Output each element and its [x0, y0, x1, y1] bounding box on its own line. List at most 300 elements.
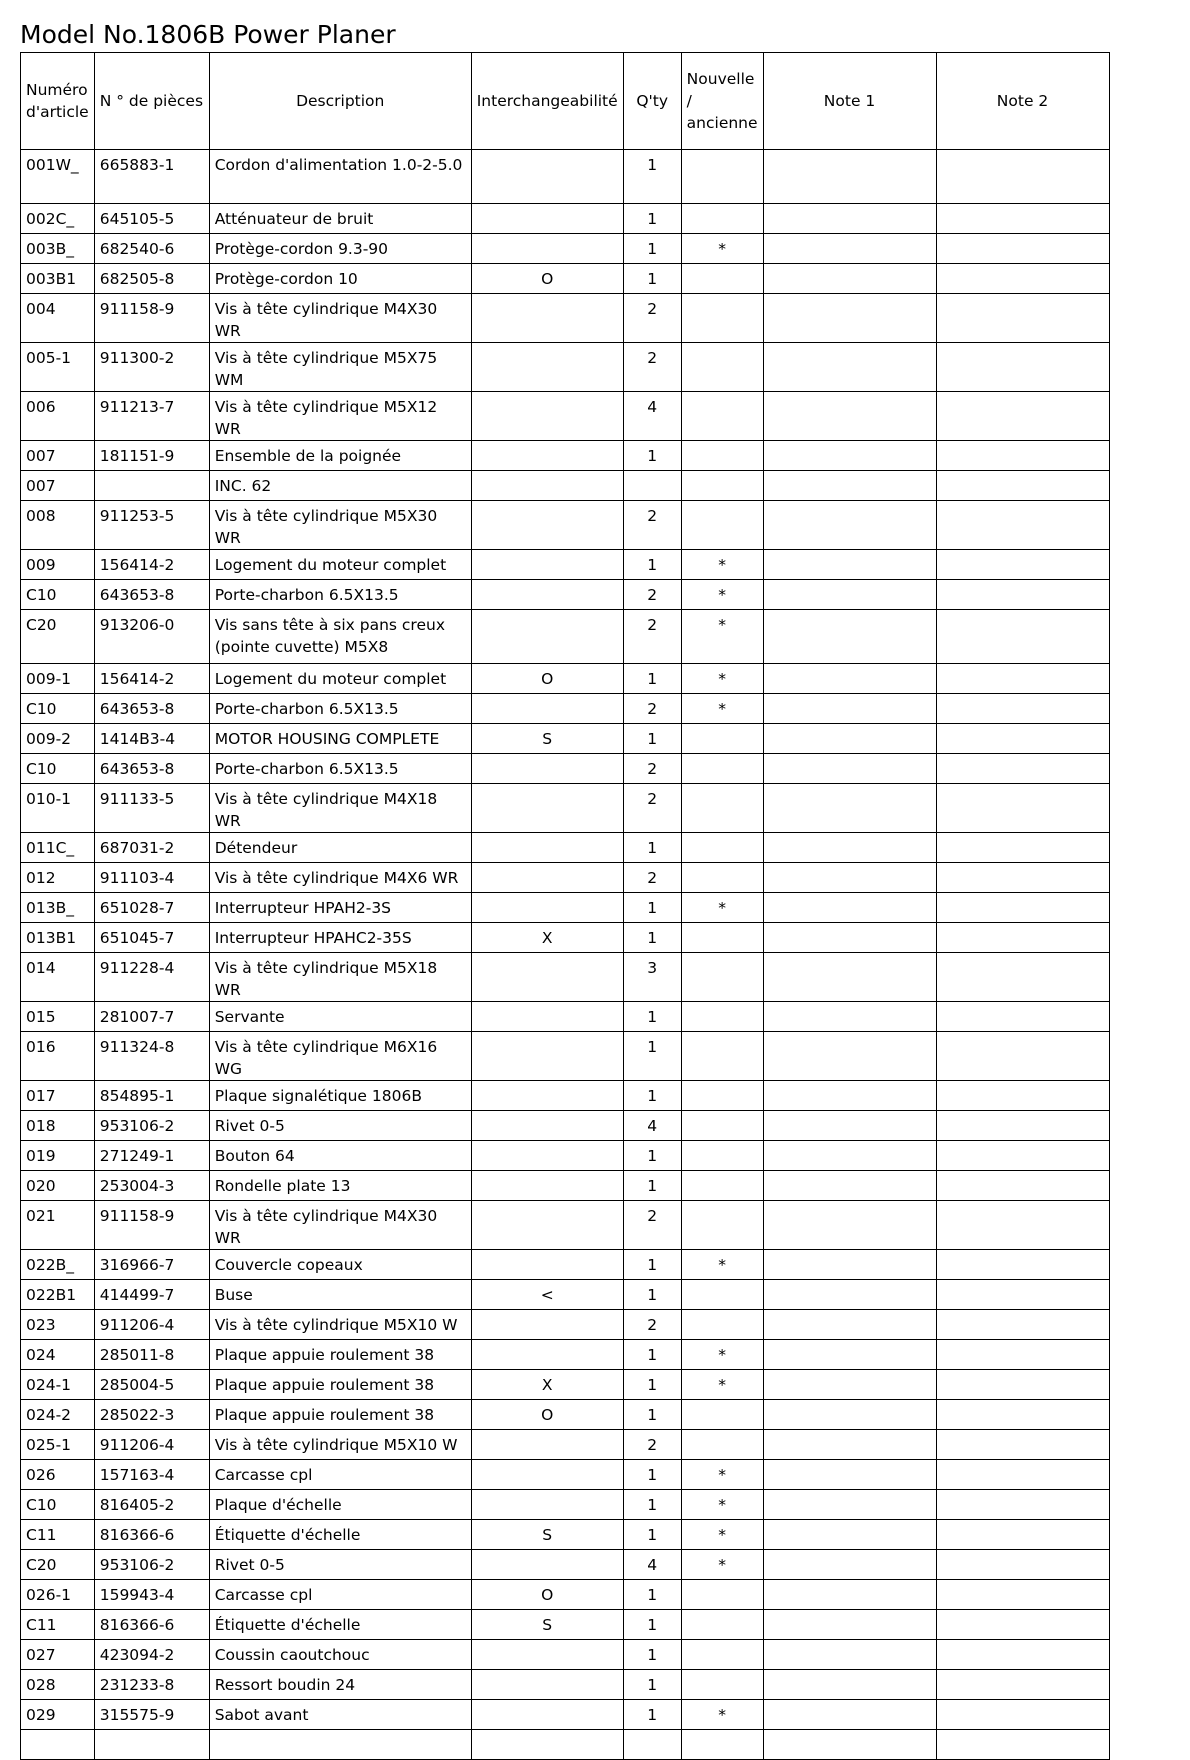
part-number-cell: 1414B3-4 — [94, 724, 209, 754]
new-old-cell — [681, 264, 763, 294]
description-cell: Rondelle plate 13 — [209, 1171, 471, 1201]
new-old-cell: * — [681, 580, 763, 610]
description-cell: Vis à tête cylindrique M5X12 WR — [209, 392, 471, 441]
item-number-cell: C10 — [21, 754, 95, 784]
header-interchangeability: Interchangeabilité — [471, 53, 623, 150]
item-number-cell: 028 — [21, 1670, 95, 1700]
table-row — [21, 1580, 1110, 1610]
item-number-cell: C20 — [21, 1550, 95, 1580]
table-row — [21, 343, 1110, 392]
description-cell: INC. 62 — [209, 471, 471, 501]
new-old-cell — [681, 1580, 763, 1610]
item-number-cell: 009-1 — [21, 664, 95, 694]
description-cell: Vis sans tête à six pans creux (pointe cuvette) M5X8 — [209, 610, 471, 664]
note-2-cell — [936, 1002, 1109, 1032]
new-old-cell: * — [681, 893, 763, 923]
part-number-cell: 414499-7 — [94, 1280, 209, 1310]
table-row — [21, 501, 1110, 550]
note-1-cell — [763, 893, 936, 923]
table-row — [21, 610, 1110, 664]
note-2-cell — [936, 1032, 1109, 1081]
note-2-cell — [936, 1670, 1109, 1700]
part-number-cell: 682505-8 — [94, 264, 209, 294]
part-number-cell: 913206-0 — [94, 610, 209, 664]
note-2-cell — [936, 1081, 1109, 1111]
item-number-cell: 020 — [21, 1171, 95, 1201]
quantity-cell — [623, 1730, 681, 1760]
note-1-cell — [763, 1310, 936, 1340]
interchangeability-cell — [471, 893, 623, 923]
quantity-cell: 2 — [623, 863, 681, 893]
part-number-cell: 682540-6 — [94, 234, 209, 264]
note-1-cell — [763, 610, 936, 664]
new-old-cell — [681, 1670, 763, 1700]
quantity-cell: 2 — [623, 343, 681, 392]
new-old-cell — [681, 1280, 763, 1310]
description-cell: Couvercle copeaux — [209, 1250, 471, 1280]
header-description: Description — [209, 53, 471, 150]
description-cell: Sabot avant — [209, 1700, 471, 1730]
interchangeability-cell — [471, 1670, 623, 1700]
interchangeability-cell: O — [471, 1580, 623, 1610]
part-number-cell: 911103-4 — [94, 863, 209, 893]
new-old-cell — [681, 1610, 763, 1640]
item-number-cell: 009-2 — [21, 724, 95, 754]
interchangeability-cell — [471, 1081, 623, 1111]
interchangeability-cell — [471, 580, 623, 610]
quantity-cell: 1 — [623, 1700, 681, 1730]
part-number-cell: 181151-9 — [94, 441, 209, 471]
note-2-cell — [936, 694, 1109, 724]
quantity-cell — [623, 471, 681, 501]
table-row — [21, 471, 1110, 501]
new-old-cell: * — [681, 610, 763, 664]
interchangeability-cell: X — [471, 923, 623, 953]
note-1-cell — [763, 784, 936, 833]
table-row — [21, 863, 1110, 893]
description-cell: Interrupteur HPAHC2-35S — [209, 923, 471, 953]
table-row — [21, 580, 1110, 610]
description-cell: Servante — [209, 1002, 471, 1032]
new-old-cell — [681, 923, 763, 953]
description-cell: Plaque d'échelle — [209, 1490, 471, 1520]
description-cell: Plaque appuie roulement 38 — [209, 1400, 471, 1430]
note-1-cell — [763, 1400, 936, 1430]
part-number-cell: 911213-7 — [94, 392, 209, 441]
part-number-cell: 911158-9 — [94, 294, 209, 343]
part-number-cell: 156414-2 — [94, 550, 209, 580]
part-number-cell — [94, 1730, 209, 1760]
quantity-cell: 2 — [623, 754, 681, 784]
table-row — [21, 1670, 1110, 1700]
interchangeability-cell — [471, 392, 623, 441]
note-1-cell — [763, 1002, 936, 1032]
interchangeability-cell — [471, 234, 623, 264]
note-2-cell — [936, 1490, 1109, 1520]
note-2-cell — [936, 501, 1109, 550]
description-cell: Plaque appuie roulement 38 — [209, 1370, 471, 1400]
note-2-cell — [936, 204, 1109, 234]
interchangeability-cell — [471, 343, 623, 392]
item-number-cell — [21, 1730, 95, 1760]
interchangeability-cell — [471, 1310, 623, 1340]
new-old-cell: * — [681, 664, 763, 694]
table-row — [21, 1370, 1110, 1400]
description-cell: Vis à tête cylindrique M5X30 WR — [209, 501, 471, 550]
new-old-cell: * — [681, 1550, 763, 1580]
table-row — [21, 392, 1110, 441]
new-old-cell — [681, 441, 763, 471]
note-1-cell — [763, 1370, 936, 1400]
item-number-cell: 008 — [21, 501, 95, 550]
part-number-cell: 911133-5 — [94, 784, 209, 833]
item-number-cell: 027 — [21, 1640, 95, 1670]
note-1-cell — [763, 1250, 936, 1280]
header-item-number: Numéro d'article — [21, 53, 95, 150]
quantity-cell: 1 — [623, 1032, 681, 1081]
note-1-cell — [763, 754, 936, 784]
item-number-cell: 024-1 — [21, 1370, 95, 1400]
quantity-cell: 1 — [623, 204, 681, 234]
note-1-cell — [763, 471, 936, 501]
note-1-cell — [763, 441, 936, 471]
interchangeability-cell — [471, 1002, 623, 1032]
new-old-cell — [681, 1141, 763, 1171]
interchangeability-cell — [471, 1430, 623, 1460]
table-row — [21, 1171, 1110, 1201]
note-1-cell — [763, 1141, 936, 1171]
table-row — [21, 784, 1110, 833]
new-old-cell: * — [681, 550, 763, 580]
description-cell: Atténuateur de bruit — [209, 204, 471, 234]
new-old-cell — [681, 724, 763, 754]
interchangeability-cell: S — [471, 724, 623, 754]
table-row — [21, 694, 1110, 724]
description-cell: Porte-charbon 6.5X13.5 — [209, 580, 471, 610]
note-2-cell — [936, 953, 1109, 1002]
part-number-cell: 156414-2 — [94, 664, 209, 694]
table-row — [21, 1520, 1110, 1550]
part-number-cell: 285022-3 — [94, 1400, 209, 1430]
table-row — [21, 204, 1110, 234]
description-cell: Rivet 0-5 — [209, 1550, 471, 1580]
new-old-cell — [681, 833, 763, 863]
description-cell: Interrupteur HPAH2-3S — [209, 893, 471, 923]
quantity-cell: 4 — [623, 1550, 681, 1580]
interchangeability-cell — [471, 953, 623, 1002]
new-old-cell — [681, 343, 763, 392]
note-1-cell — [763, 550, 936, 580]
interchangeability-cell — [471, 754, 623, 784]
interchangeability-cell — [471, 863, 623, 893]
new-old-cell — [681, 784, 763, 833]
table-row — [21, 264, 1110, 294]
part-number-cell: 911206-4 — [94, 1310, 209, 1340]
item-number-cell: C20 — [21, 610, 95, 664]
description-cell: Vis à tête cylindrique M4X18 WR — [209, 784, 471, 833]
description-cell: Détendeur — [209, 833, 471, 863]
item-number-cell: C10 — [21, 580, 95, 610]
interchangeability-cell — [471, 1640, 623, 1670]
interchangeability-cell — [471, 1340, 623, 1370]
quantity-cell: 2 — [623, 1201, 681, 1250]
quantity-cell: 2 — [623, 1430, 681, 1460]
table-row — [21, 1700, 1110, 1730]
quantity-cell: 1 — [623, 1002, 681, 1032]
note-1-cell — [763, 1550, 936, 1580]
interchangeability-cell — [471, 150, 623, 204]
interchangeability-cell — [471, 833, 623, 863]
part-number-cell: 285011-8 — [94, 1340, 209, 1370]
interchangeability-cell — [471, 550, 623, 580]
new-old-cell: * — [681, 694, 763, 724]
part-number-cell: 645105-5 — [94, 204, 209, 234]
item-number-cell: 018 — [21, 1111, 95, 1141]
description-cell — [209, 1730, 471, 1760]
new-old-cell — [681, 392, 763, 441]
table-row — [21, 1310, 1110, 1340]
item-number-cell: 022B1 — [21, 1280, 95, 1310]
interchangeability-cell — [471, 1250, 623, 1280]
interchangeability-cell — [471, 1201, 623, 1250]
table-row — [21, 1730, 1110, 1760]
header-part-number: N ° de pièces — [94, 53, 209, 150]
description-cell: Ensemble de la poignée — [209, 441, 471, 471]
new-old-cell: * — [681, 1460, 763, 1490]
quantity-cell: 1 — [623, 1490, 681, 1520]
description-cell: Protège-cordon 10 — [209, 264, 471, 294]
note-2-cell — [936, 1111, 1109, 1141]
note-2-cell — [936, 580, 1109, 610]
quantity-cell: 1 — [623, 1670, 681, 1700]
item-number-cell: 026 — [21, 1460, 95, 1490]
quantity-cell: 2 — [623, 784, 681, 833]
description-cell: Bouton 64 — [209, 1141, 471, 1171]
new-old-cell: * — [681, 1490, 763, 1520]
part-number-cell: 816405-2 — [94, 1490, 209, 1520]
description-cell: Coussin caoutchouc — [209, 1640, 471, 1670]
part-number-cell: 911206-4 — [94, 1430, 209, 1460]
item-number-cell: 015 — [21, 1002, 95, 1032]
interchangeability-cell: S — [471, 1610, 623, 1640]
table-row — [21, 1081, 1110, 1111]
note-2-cell — [936, 550, 1109, 580]
interchangeability-cell: < — [471, 1280, 623, 1310]
quantity-cell: 1 — [623, 1580, 681, 1610]
description-cell: Étiquette d'échelle — [209, 1520, 471, 1550]
table-row — [21, 1640, 1110, 1670]
note-2-cell — [936, 893, 1109, 923]
part-number-cell: 231233-8 — [94, 1670, 209, 1700]
quantity-cell: 4 — [623, 392, 681, 441]
part-number-cell: 159943-4 — [94, 1580, 209, 1610]
interchangeability-cell — [471, 610, 623, 664]
quantity-cell: 1 — [623, 150, 681, 204]
interchangeability-cell: O — [471, 264, 623, 294]
note-1-cell — [763, 264, 936, 294]
note-2-cell — [936, 441, 1109, 471]
new-old-cell — [681, 1032, 763, 1081]
note-2-cell — [936, 1171, 1109, 1201]
item-number-cell: 024-2 — [21, 1400, 95, 1430]
table-row — [21, 1550, 1110, 1580]
description-cell: Vis à tête cylindrique M6X16 WG — [209, 1032, 471, 1081]
table-row — [21, 893, 1110, 923]
table-row — [21, 1002, 1110, 1032]
part-number-cell: 911158-9 — [94, 1201, 209, 1250]
description-cell: Ressort boudin 24 — [209, 1670, 471, 1700]
description-cell: Porte-charbon 6.5X13.5 — [209, 694, 471, 724]
part-number-cell: 271249-1 — [94, 1141, 209, 1171]
description-cell: Buse — [209, 1280, 471, 1310]
note-2-cell — [936, 1640, 1109, 1670]
new-old-cell — [681, 1002, 763, 1032]
item-number-cell: 014 — [21, 953, 95, 1002]
description-cell: Vis à tête cylindrique M5X75 WM — [209, 343, 471, 392]
part-number-cell: 315575-9 — [94, 1700, 209, 1730]
interchangeability-cell — [471, 1730, 623, 1760]
interchangeability-cell — [471, 204, 623, 234]
quantity-cell: 1 — [623, 1171, 681, 1201]
table-row — [21, 1610, 1110, 1640]
table-row — [21, 833, 1110, 863]
item-number-cell: 022B_ — [21, 1250, 95, 1280]
note-1-cell — [763, 1670, 936, 1700]
item-number-cell: C11 — [21, 1610, 95, 1640]
note-1-cell — [763, 1490, 936, 1520]
note-1-cell — [763, 1340, 936, 1370]
note-1-cell — [763, 392, 936, 441]
note-1-cell — [763, 204, 936, 234]
table-row — [21, 724, 1110, 754]
note-1-cell — [763, 1111, 936, 1141]
note-2-cell — [936, 1460, 1109, 1490]
interchangeability-cell — [471, 1171, 623, 1201]
note-1-cell — [763, 724, 936, 754]
part-number-cell: 253004-3 — [94, 1171, 209, 1201]
new-old-cell — [681, 1201, 763, 1250]
description-cell: Logement du moteur complet — [209, 550, 471, 580]
part-number-cell: 911324-8 — [94, 1032, 209, 1081]
note-2-cell — [936, 1280, 1109, 1310]
item-number-cell: 025-1 — [21, 1430, 95, 1460]
note-1-cell — [763, 1280, 936, 1310]
note-1-cell — [763, 1730, 936, 1760]
new-old-cell — [681, 1081, 763, 1111]
description-cell: Cordon d'alimentation 1.0-2-5.0 — [209, 150, 471, 204]
interchangeability-cell — [471, 694, 623, 724]
item-number-cell: 007 — [21, 441, 95, 471]
item-number-cell: C11 — [21, 1520, 95, 1550]
note-2-cell — [936, 1201, 1109, 1250]
interchangeability-cell — [471, 784, 623, 833]
note-2-cell — [936, 1730, 1109, 1760]
part-number-cell: 285004-5 — [94, 1370, 209, 1400]
interchangeability-cell: X — [471, 1370, 623, 1400]
interchangeability-cell — [471, 441, 623, 471]
quantity-cell: 1 — [623, 1520, 681, 1550]
quantity-cell: 2 — [623, 694, 681, 724]
item-number-cell: 009 — [21, 550, 95, 580]
part-number-cell: 316966-7 — [94, 1250, 209, 1280]
note-1-cell — [763, 150, 936, 204]
item-number-cell: 021 — [21, 1201, 95, 1250]
new-old-cell — [681, 1400, 763, 1430]
note-1-cell — [763, 664, 936, 694]
note-1-cell — [763, 923, 936, 953]
note-1-cell — [763, 1171, 936, 1201]
note-2-cell — [936, 863, 1109, 893]
note-1-cell — [763, 580, 936, 610]
interchangeability-cell: S — [471, 1520, 623, 1550]
new-old-cell — [681, 471, 763, 501]
note-1-cell — [763, 1610, 936, 1640]
item-number-cell: 029 — [21, 1700, 95, 1730]
note-1-cell — [763, 694, 936, 724]
part-number-cell: 911253-5 — [94, 501, 209, 550]
note-2-cell — [936, 343, 1109, 392]
description-cell: Porte-charbon 6.5X13.5 — [209, 754, 471, 784]
item-number-cell: 012 — [21, 863, 95, 893]
note-2-cell — [936, 833, 1109, 863]
table-row — [21, 441, 1110, 471]
note-1-cell — [763, 294, 936, 343]
interchangeability-cell — [471, 1700, 623, 1730]
description-cell: Vis à tête cylindrique M4X30 WR — [209, 1201, 471, 1250]
note-1-cell — [763, 501, 936, 550]
part-number-cell: 281007-7 — [94, 1002, 209, 1032]
page-title: Model No.1806B Power Planer — [20, 20, 396, 49]
new-old-cell: * — [681, 1370, 763, 1400]
note-2-cell — [936, 724, 1109, 754]
item-number-cell: 010-1 — [21, 784, 95, 833]
note-2-cell — [936, 754, 1109, 784]
part-number-cell: 423094-2 — [94, 1640, 209, 1670]
new-old-cell: * — [681, 1340, 763, 1370]
quantity-cell: 2 — [623, 1310, 681, 1340]
note-2-cell — [936, 392, 1109, 441]
part-number-cell: 643653-8 — [94, 580, 209, 610]
table-row — [21, 664, 1110, 694]
note-2-cell — [936, 1520, 1109, 1550]
description-cell: Vis à tête cylindrique M5X10 W — [209, 1310, 471, 1340]
item-number-cell: 001W_ — [21, 150, 95, 204]
part-number-cell: 665883-1 — [94, 150, 209, 204]
description-cell: Vis à tête cylindrique M4X30 WR — [209, 294, 471, 343]
note-2-cell — [936, 1400, 1109, 1430]
table-row — [21, 1340, 1110, 1370]
quantity-cell: 1 — [623, 1400, 681, 1430]
parts-table — [20, 52, 1110, 1760]
quantity-cell: 2 — [623, 580, 681, 610]
item-number-cell: 019 — [21, 1141, 95, 1171]
table-row — [21, 754, 1110, 784]
part-number-cell: 643653-8 — [94, 694, 209, 724]
note-2-cell — [936, 1370, 1109, 1400]
table-row — [21, 1141, 1110, 1171]
description-cell: Plaque signalétique 1806B — [209, 1081, 471, 1111]
description-cell: Étiquette d'échelle — [209, 1610, 471, 1640]
interchangeability-cell — [471, 1460, 623, 1490]
note-2-cell — [936, 264, 1109, 294]
part-number-cell: 854895-1 — [94, 1081, 209, 1111]
part-number-cell: 687031-2 — [94, 833, 209, 863]
new-old-cell: * — [681, 1520, 763, 1550]
quantity-cell: 1 — [623, 724, 681, 754]
table-header-row — [21, 53, 1110, 150]
note-1-cell — [763, 1081, 936, 1111]
new-old-cell — [681, 204, 763, 234]
